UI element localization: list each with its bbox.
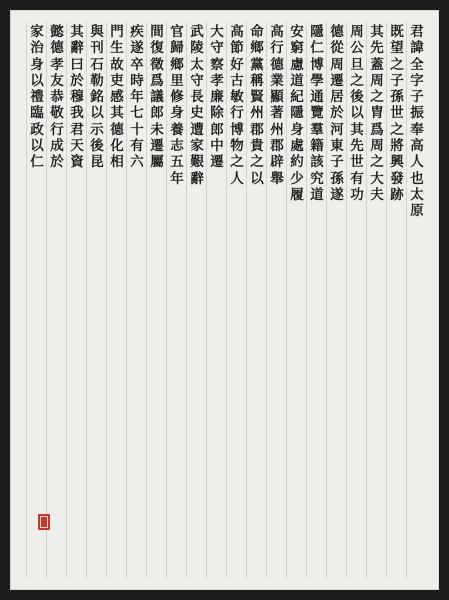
column-text (27, 22, 47, 171)
glyph: 孫 (330, 170, 344, 187)
glyph: 孝 (50, 56, 64, 73)
glyph: 著 (270, 105, 284, 122)
glyph: 七 (130, 105, 144, 122)
glyph: 該 (310, 154, 324, 171)
glyph: 辟 (270, 154, 284, 171)
glyph: 議 (150, 89, 164, 106)
text-column (146, 22, 167, 578)
column-text (87, 22, 107, 171)
glyph: 身 (30, 56, 44, 73)
glyph: 將 (390, 138, 404, 155)
glyph: 周 (350, 24, 364, 40)
glyph: 胄 (370, 105, 384, 122)
glyph: 居 (330, 89, 344, 106)
glyph: 勒 (90, 72, 104, 89)
glyph: 窮 (290, 40, 304, 57)
column-text (47, 22, 67, 171)
glyph: 生 (110, 40, 124, 57)
column-text (307, 22, 327, 203)
glyph: 籍 (310, 138, 324, 155)
glyph: 從 (330, 40, 344, 57)
glyph: 公 (350, 40, 364, 57)
glyph: 年 (170, 170, 184, 187)
glyph: 爲 (370, 121, 384, 138)
glyph: 蓋 (370, 56, 384, 73)
glyph: 鄉 (170, 56, 184, 73)
glyph: 後 (350, 89, 364, 106)
glyph: 遷 (210, 154, 224, 171)
glyph: 曰 (70, 56, 84, 73)
glyph: 身 (170, 105, 184, 122)
glyph: 紀 (290, 89, 304, 106)
column-text (347, 22, 367, 203)
glyph: 少 (290, 170, 304, 187)
glyph: 敏 (230, 89, 244, 106)
glyph: 有 (130, 138, 144, 155)
glyph: 之 (350, 72, 364, 89)
glyph: 慮 (290, 56, 304, 73)
glyph: 卒 (130, 56, 144, 73)
glyph: 穆 (70, 89, 84, 106)
glyph: 旦 (350, 56, 364, 73)
glyph: 博 (310, 56, 324, 73)
glyph: 行 (270, 40, 284, 57)
glyph: 命 (250, 24, 264, 40)
glyph: 河 (330, 121, 344, 138)
column-text (227, 22, 247, 187)
glyph: 古 (230, 72, 244, 89)
glyph: 仁 (310, 40, 324, 57)
glyph: 化 (110, 138, 124, 155)
text-column (266, 22, 287, 578)
glyph: 履 (290, 186, 304, 203)
glyph: 世 (390, 105, 404, 122)
glyph: 夫 (370, 186, 384, 203)
glyph: 其 (370, 24, 384, 40)
text-column (46, 22, 67, 578)
glyph: 與 (90, 24, 104, 40)
text-column (106, 22, 127, 578)
glyph: 仁 (30, 154, 44, 171)
glyph: 我 (70, 105, 84, 122)
text-column (286, 22, 307, 578)
glyph: 政 (30, 121, 44, 138)
glyph: 治 (30, 40, 44, 57)
glyph: 故 (110, 56, 124, 73)
glyph: 人 (410, 154, 424, 171)
glyph: 門 (110, 24, 124, 40)
glyph: 六 (130, 154, 144, 171)
column-text (367, 22, 387, 203)
glyph: 原 (410, 203, 424, 220)
glyph: 先 (350, 138, 364, 155)
glyph: 史 (190, 105, 204, 122)
glyph: 官 (170, 24, 184, 40)
glyph: 家 (190, 138, 204, 155)
glyph: 年 (130, 89, 144, 106)
glyph: 遷 (150, 138, 164, 155)
glyph: 未 (150, 121, 164, 138)
glyph: 艱 (190, 154, 204, 171)
glyph: 道 (310, 186, 324, 203)
glyph: 之 (230, 154, 244, 171)
glyph: 於 (70, 72, 84, 89)
column-text (407, 22, 427, 220)
text-column (406, 22, 427, 578)
glyph: 郎 (150, 105, 164, 122)
glyph: 羣 (310, 121, 324, 138)
glyph: 守 (210, 40, 224, 57)
glyph: 東 (330, 138, 344, 155)
glyph: 學 (310, 72, 324, 89)
glyph: 跡 (390, 186, 404, 203)
glyph: 郎 (210, 121, 224, 138)
text-column (226, 22, 247, 578)
glyph: 以 (250, 170, 264, 187)
glyph: 之 (370, 154, 384, 171)
glyph: 周 (370, 138, 384, 155)
glyph: 疾 (130, 24, 144, 40)
glyph: 郡 (270, 138, 284, 155)
glyph: 孝 (210, 72, 224, 89)
glyph: 子 (390, 72, 404, 89)
glyph: 刊 (90, 40, 104, 57)
glyph: 諱 (410, 40, 424, 57)
glyph: 德 (270, 56, 284, 73)
glyph: 徵 (150, 56, 164, 73)
glyph: 覽 (310, 105, 324, 122)
text-column (366, 22, 387, 578)
calligraphy-grid (22, 22, 427, 578)
glyph: 德 (110, 121, 124, 138)
glyph: 稱 (250, 72, 264, 89)
glyph: 除 (210, 105, 224, 122)
glyph: 振 (410, 105, 424, 122)
glyph: 大 (210, 24, 224, 40)
glyph: 既 (390, 24, 404, 40)
glyph: 物 (230, 138, 244, 155)
glyph: 人 (230, 170, 244, 187)
glyph: 其 (350, 121, 364, 138)
glyph: 鄉 (250, 40, 264, 57)
glyph: 天 (70, 138, 84, 155)
glyph: 石 (90, 56, 104, 73)
glyph: 君 (70, 121, 84, 138)
glyph: 舉 (270, 170, 284, 187)
glyph: 大 (370, 170, 384, 187)
glyph: 州 (250, 105, 264, 122)
glyph: 身 (290, 121, 304, 138)
glyph: 約 (290, 154, 304, 171)
glyph: 處 (290, 138, 304, 155)
glyph: 德 (50, 40, 64, 57)
glyph: 郡 (250, 121, 264, 138)
text-column (126, 22, 147, 578)
glyph: 歸 (170, 40, 184, 57)
column-text (147, 22, 167, 171)
text-column (246, 22, 267, 578)
glyph: 示 (90, 121, 104, 138)
glyph: 遷 (330, 72, 344, 89)
glyph: 成 (50, 138, 64, 155)
column-text (287, 22, 307, 203)
glyph: 有 (350, 170, 364, 187)
glyph: 相 (110, 154, 124, 171)
glyph: 之 (250, 154, 264, 171)
glyph: 爲 (150, 72, 164, 89)
glyph: 世 (350, 154, 364, 171)
glyph: 顯 (270, 89, 284, 106)
glyph: 行 (230, 105, 244, 122)
column-text (387, 22, 407, 203)
glyph: 孫 (390, 89, 404, 106)
column-text (327, 22, 347, 203)
glyph: 中 (210, 138, 224, 155)
column-text (107, 22, 127, 171)
glyph: 以 (350, 105, 364, 122)
red-seal-stamp (38, 514, 50, 530)
column-text (127, 22, 147, 171)
glyph: 以 (90, 105, 104, 122)
glyph: 道 (290, 72, 304, 89)
text-column (326, 22, 347, 578)
glyph: 後 (90, 138, 104, 155)
glyph: 遭 (190, 121, 204, 138)
glyph: 業 (270, 72, 284, 89)
text-column (306, 22, 327, 578)
glyph: 遂 (330, 186, 344, 203)
text-column (346, 22, 367, 578)
text-column (386, 22, 407, 578)
glyph: 周 (330, 56, 344, 73)
glyph: 志 (170, 138, 184, 155)
glyph: 通 (310, 89, 324, 106)
glyph: 也 (410, 170, 424, 187)
glyph: 太 (190, 56, 204, 73)
glyph: 隱 (310, 24, 324, 40)
column-text (167, 22, 187, 187)
glyph: 時 (130, 72, 144, 89)
glyph: 先 (370, 40, 384, 57)
column-text (267, 22, 287, 187)
glyph: 吏 (110, 72, 124, 89)
text-column (166, 22, 187, 578)
glyph: 周 (370, 72, 384, 89)
glyph: 家 (30, 24, 44, 40)
text-column (26, 22, 47, 578)
glyph: 節 (230, 40, 244, 57)
glyph: 貴 (250, 138, 264, 155)
glyph: 高 (270, 24, 284, 40)
glyph: 間 (150, 24, 164, 40)
column-text (207, 22, 227, 171)
glyph: 養 (170, 121, 184, 138)
glyph: 銘 (90, 89, 104, 106)
column-text (247, 22, 267, 187)
glyph: 守 (190, 72, 204, 89)
glyph: 之 (390, 56, 404, 73)
text-column (206, 22, 227, 578)
glyph: 復 (150, 40, 164, 57)
glyph: 黨 (250, 56, 264, 73)
glyph: 於 (50, 154, 64, 171)
glyph: 屬 (150, 154, 164, 171)
glyph: 博 (230, 121, 244, 138)
text-column (66, 22, 87, 578)
text-column (86, 22, 107, 578)
glyph: 其 (70, 24, 84, 40)
glyph: 於 (330, 105, 344, 122)
glyph: 德 (330, 24, 344, 40)
glyph: 感 (110, 89, 124, 106)
glyph: 以 (30, 72, 44, 89)
glyph: 陵 (190, 40, 204, 57)
glyph: 隱 (290, 105, 304, 122)
glyph: 之 (370, 89, 384, 106)
glyph: 恭 (50, 89, 64, 106)
glyph: 辭 (70, 40, 84, 57)
glyph: 敬 (50, 105, 64, 122)
glyph: 究 (310, 170, 324, 187)
glyph: 高 (230, 24, 244, 40)
glyph: 臨 (30, 105, 44, 122)
column-text (67, 22, 87, 171)
glyph: 發 (390, 170, 404, 187)
glyph: 以 (30, 138, 44, 155)
glyph: 長 (190, 89, 204, 106)
glyph: 高 (410, 138, 424, 155)
glyph: 之 (390, 121, 404, 138)
glyph: 辭 (190, 170, 204, 187)
glyph: 行 (50, 121, 64, 138)
glyph: 州 (270, 121, 284, 138)
glyph: 字 (410, 72, 424, 89)
glyph: 太 (410, 186, 424, 203)
glyph: 興 (390, 154, 404, 171)
glyph: 君 (410, 24, 424, 40)
glyph: 修 (170, 89, 184, 106)
glyph: 子 (410, 89, 424, 106)
glyph: 好 (230, 56, 244, 73)
column-text (187, 22, 207, 187)
glyph: 奉 (410, 121, 424, 138)
text-column (186, 22, 207, 578)
glyph: 全 (410, 56, 424, 73)
glyph: 遂 (130, 40, 144, 57)
calligraphy-paper (10, 10, 439, 590)
glyph: 友 (50, 72, 64, 89)
glyph: 廉 (210, 89, 224, 106)
glyph: 懿 (50, 24, 64, 40)
glyph: 資 (70, 154, 84, 171)
glyph: 安 (290, 24, 304, 40)
glyph: 子 (330, 154, 344, 171)
glyph: 功 (350, 186, 364, 203)
glyph: 禮 (30, 89, 44, 106)
glyph: 武 (190, 24, 204, 40)
glyph: 十 (130, 121, 144, 138)
glyph: 察 (210, 56, 224, 73)
glyph: 昆 (90, 154, 104, 171)
glyph: 五 (170, 154, 184, 171)
glyph: 望 (390, 40, 404, 57)
glyph: 其 (110, 105, 124, 122)
glyph: 里 (170, 72, 184, 89)
glyph: 賢 (250, 89, 264, 106)
